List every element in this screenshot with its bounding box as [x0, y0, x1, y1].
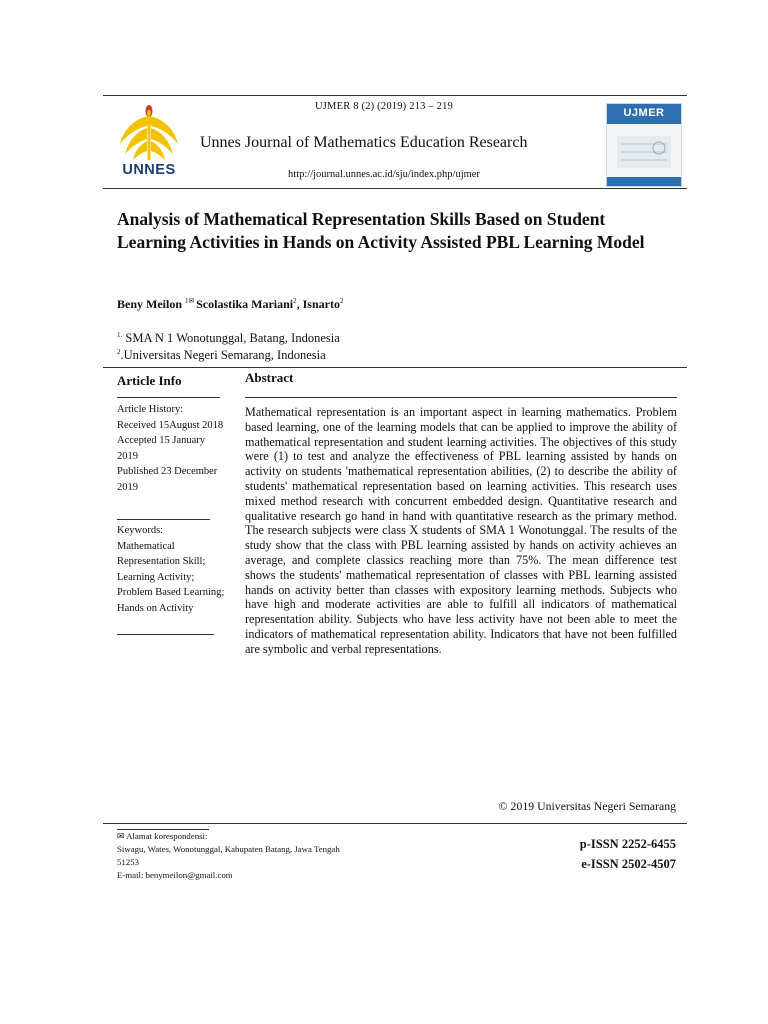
keywords-label: Keywords: [117, 525, 164, 536]
journal-title: Unnes Journal of Mathematics Education Research [200, 134, 528, 151]
paper-title: Analysis of Mathematical Representation Skills Based on Student Learning Activities in Hands on Activity Assisted PBL Learning Model [117, 209, 645, 252]
abstract-heading-rule [245, 397, 677, 398]
cover-bottom-band [607, 177, 681, 186]
info-top-rule [103, 367, 687, 368]
unnes-logo-text: UNNES [122, 162, 176, 178]
abstract-text: Mathematical representation is an important aspect in learning mathematics. Problem based learning, one of the learning models that can be applied to improve the ability of mathematical representation and student learning activities. The objectives of this study were (1) to test and analyze the effectiveness of PBL learning assisted by hands on activity on students 'mathematical representation abilities, (2) to describe the ability of students' mathematical representation based on learning activities. This research uses mixed method research with concurrent embedded design. Quantitative research and qualitative research go hand in hand with quantitative research as the primary method. The research subjects were class X students of SMA 1 Wonotunggal. The results of the study show that the class with PBL learning assisted by hands on activity achieves an average, and complete classics reaching more than 75%. The mean difference test shows the students' mathematical representation of classes with PBL learning assisted hands on activity better than classes with expository learning methods. Subjects who have high and moderate activities are able to fulfill all indicators of mathematical representation ability. Subjects who have less activity have not been able to meet the indicators of mathematical representation ability. Indicators that have not been fulfilled are symbolic and verbal representations. [245, 405, 677, 656]
received-date: Received 15August 2018 [117, 419, 224, 431]
p-issn: p-ISSN 2252-6455 [579, 837, 676, 851]
journal-citation: UJMER 8 (2) (2019) 213 – 219 [314, 101, 453, 112]
author-list [117, 297, 343, 312]
article-info-heading: Article Info [117, 373, 182, 388]
affiliation-mark: 1. [117, 331, 123, 339]
journal-url[interactable]: http://journal.unnes.ac.id/sju/index.php/ujmer [288, 169, 480, 180]
copyright-notice: © 2019 Universitas Negeri Semarang [498, 799, 676, 813]
history-label: Article History: [117, 404, 184, 415]
author-mark: 2 [339, 297, 344, 305]
published-date: Published 23 December 2019 [117, 466, 218, 493]
journal-cover-image [606, 103, 682, 187]
header-top-rule [103, 95, 687, 96]
author-name: Scolastika Mariani [196, 297, 294, 311]
info-heading-rule [117, 397, 220, 398]
author-name: , Isnarto [296, 297, 340, 311]
correspondence-label: ✉ Alamat korespondensi: [117, 831, 208, 841]
correspondence-email[interactable]: E-mail: benymeilon@gmail.com [117, 870, 233, 880]
accepted-date: Accepted 15 January 2019 [117, 435, 206, 462]
affiliation-mark: 2 [117, 348, 121, 356]
keywords-list: Mathematical Representation Skill; Learning Activity; Problem Based Learning; Hands on Activity [117, 540, 225, 614]
keywords-rule [117, 634, 214, 635]
article-history [117, 402, 227, 495]
author-mark: 1✉ [185, 297, 197, 305]
affiliation-text: .Universitas Negeri Semarang, Indonesia [120, 348, 326, 363]
correspondence-footnote [117, 830, 427, 882]
footer-top-rule [103, 823, 687, 824]
cover-title: UJMER [623, 107, 665, 119]
affiliation-text: SMA N 1 Wonotunggal, Batang, Indonesia [122, 331, 340, 346]
author-mark: 2 [293, 297, 297, 305]
cover-graphic-icon [615, 132, 673, 172]
unnes-emblem-icon [116, 104, 182, 162]
correspondence-postcode: 51253 [117, 857, 139, 867]
abstract-heading: Abstract [245, 370, 294, 385]
affiliation-1 [117, 331, 340, 346]
e-issn: e-ISSN 2502-4507 [581, 857, 676, 871]
author-name: Beny Meilon [117, 297, 185, 311]
history-rule [117, 519, 210, 520]
header-bottom-rule [103, 188, 687, 189]
keywords-block [117, 523, 227, 616]
affiliation-2 [117, 348, 326, 363]
correspondence-address: Siwagu, Wates, Wonotunggal, Kabupaten Batang, Jawa Tengah [117, 844, 340, 854]
